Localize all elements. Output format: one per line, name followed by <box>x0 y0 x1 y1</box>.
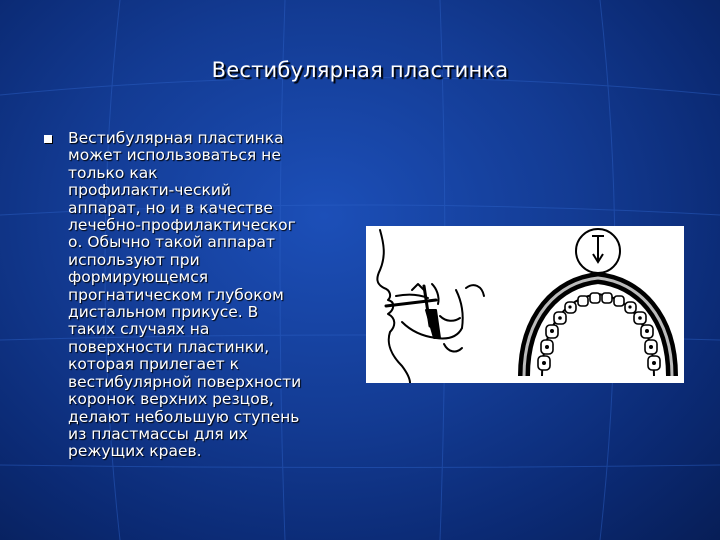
slide-title: Вестибулярная пластинка <box>211 58 509 82</box>
bullet-paragraph: Вестибулярная пластинка может использоваться не только как профилакти-ческий аппарат, но и в качестве лечебно-профилактическог о. Обычно такой аппарат используют при формирующемся прогнатическом глубоком дистальном прикусе. В таких случаях на поверхности пластинки, которая прилегает к вестибулярной поверхности коронок верхних резцов, делают небольшую ступень из пластмассы для их режущих краев. <box>68 129 302 461</box>
bullet-square-icon <box>44 135 52 143</box>
dental-vestibular-plate-diagram-icon <box>366 226 684 383</box>
dental-plate-illustration <box>366 226 684 383</box>
